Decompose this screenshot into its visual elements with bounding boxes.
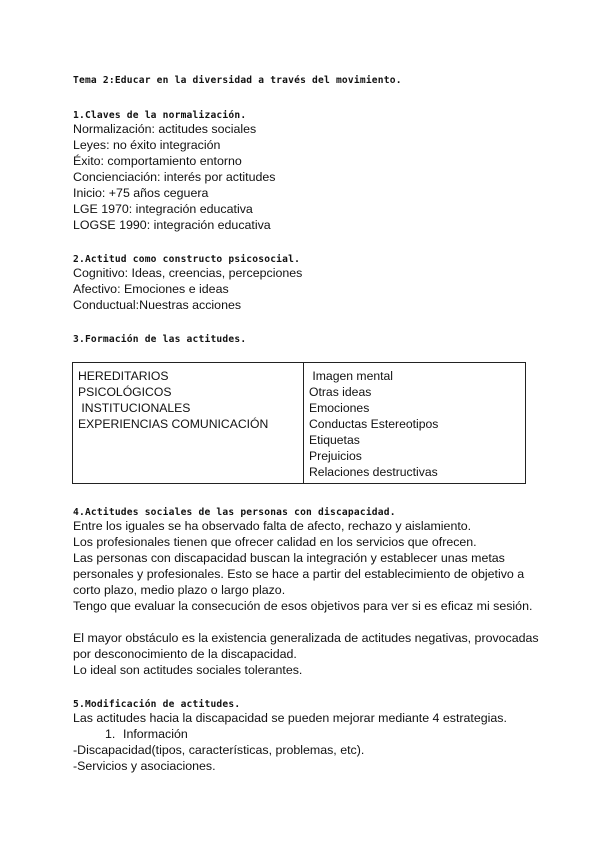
section-1-line: LOGSE 1990: integración educativa: [73, 218, 271, 232]
section-4-line: Entre los iguales se ha observado falta de afecto, rechazo y aislamiento.: [73, 519, 472, 533]
table-left-cell: [73, 363, 304, 484]
section-1-line: Leyes: no éxito integración: [73, 138, 221, 152]
section-5-heading: 5.Modificación de actitudes.: [73, 699, 241, 710]
table-cell-line: Otras ideas: [309, 385, 372, 399]
table-cell-line: Imagen mental: [309, 369, 394, 383]
section-4-line: Los profesionales tienen que ofrecer calidad en los servicios que ofrecen.: [73, 535, 477, 549]
section-5-line: -Discapacidad(tipos, características, problemas, etc).: [73, 743, 365, 757]
section-2-line: Afectivo: Emociones e ideas: [73, 282, 229, 296]
section-4-line: El mayor obstáculo es la existencia generalizada de actitudes negativas, provocadas: [73, 631, 539, 645]
section-2-line: Conductual:Nuestras acciones: [73, 298, 242, 312]
section-4-heading: 4.Actitudes sociales de las personas con discapacidad.: [73, 507, 396, 518]
section-2-heading: 2.Actitud como constructo psicosocial.: [73, 254, 301, 265]
section-1-heading: 1.Claves de la normalización.: [73, 110, 247, 121]
section-2-line: Cognitivo: Ideas, creencias, percepciones: [73, 266, 303, 280]
table-cell-line: Prejuicios: [309, 449, 362, 463]
table-cell-line: EXPERIENCIAS COMUNICACIÓN: [78, 417, 269, 431]
section-4-line: Las personas con discapacidad buscan la integración y establecer unas metas: [73, 551, 505, 565]
section-4-line: Lo ideal son actitudes sociales tolerantes.: [73, 663, 303, 677]
section-4-line: corto plazo, medio plazo o largo plazo.: [73, 583, 286, 597]
section-4-line: personales y profesionales. Esto se hace a partir del establecimiento de objetivo a: [73, 567, 525, 581]
section-3-heading: 3.Formación de las actitudes.: [73, 334, 247, 345]
section-5-intro: Las actitudes hacia la discapacidad se pueden mejorar mediante 4 estrategias.: [73, 711, 507, 725]
table-cell-line: HEREDITARIOS: [78, 369, 169, 383]
table-cell-line: Conductas Estereotipos: [309, 417, 439, 431]
section-1-line: Éxito: comportamiento entorno: [73, 154, 242, 168]
table-cell-line: PSICOLÓGICOS: [78, 385, 172, 399]
table-cell-line: Relaciones destructivas: [309, 465, 438, 479]
section-1-line: Inicio: +75 años ceguera: [73, 186, 209, 200]
attitudes-formation-table: [72, 362, 526, 484]
section-5-line: -Servicios y asociaciones.: [73, 759, 216, 773]
table-cell-line: Etiquetas: [309, 433, 360, 447]
list-number: 1.: [105, 727, 116, 741]
section-4-line: Tengo que evaluar la consecución de esos objetivos para ver si es eficaz mi sesión.: [73, 599, 533, 613]
table-cell-line: Emociones: [309, 401, 370, 415]
section-1-line: LGE 1970: integración educativa: [73, 202, 253, 216]
table-cell-line: INSTITUCIONALES: [78, 401, 191, 415]
section-1-line: Concienciación: interés por actitudes: [73, 170, 276, 184]
section-1-line: Normalización: actitudes sociales: [73, 122, 257, 136]
document-title: Tema 2:Educar en la diversidad a través del movimiento.: [73, 75, 402, 86]
section-4-line: por desconocimiento de la discapacidad.: [73, 647, 297, 661]
table-right-cell: [304, 363, 526, 484]
list-item: Información: [123, 727, 188, 741]
